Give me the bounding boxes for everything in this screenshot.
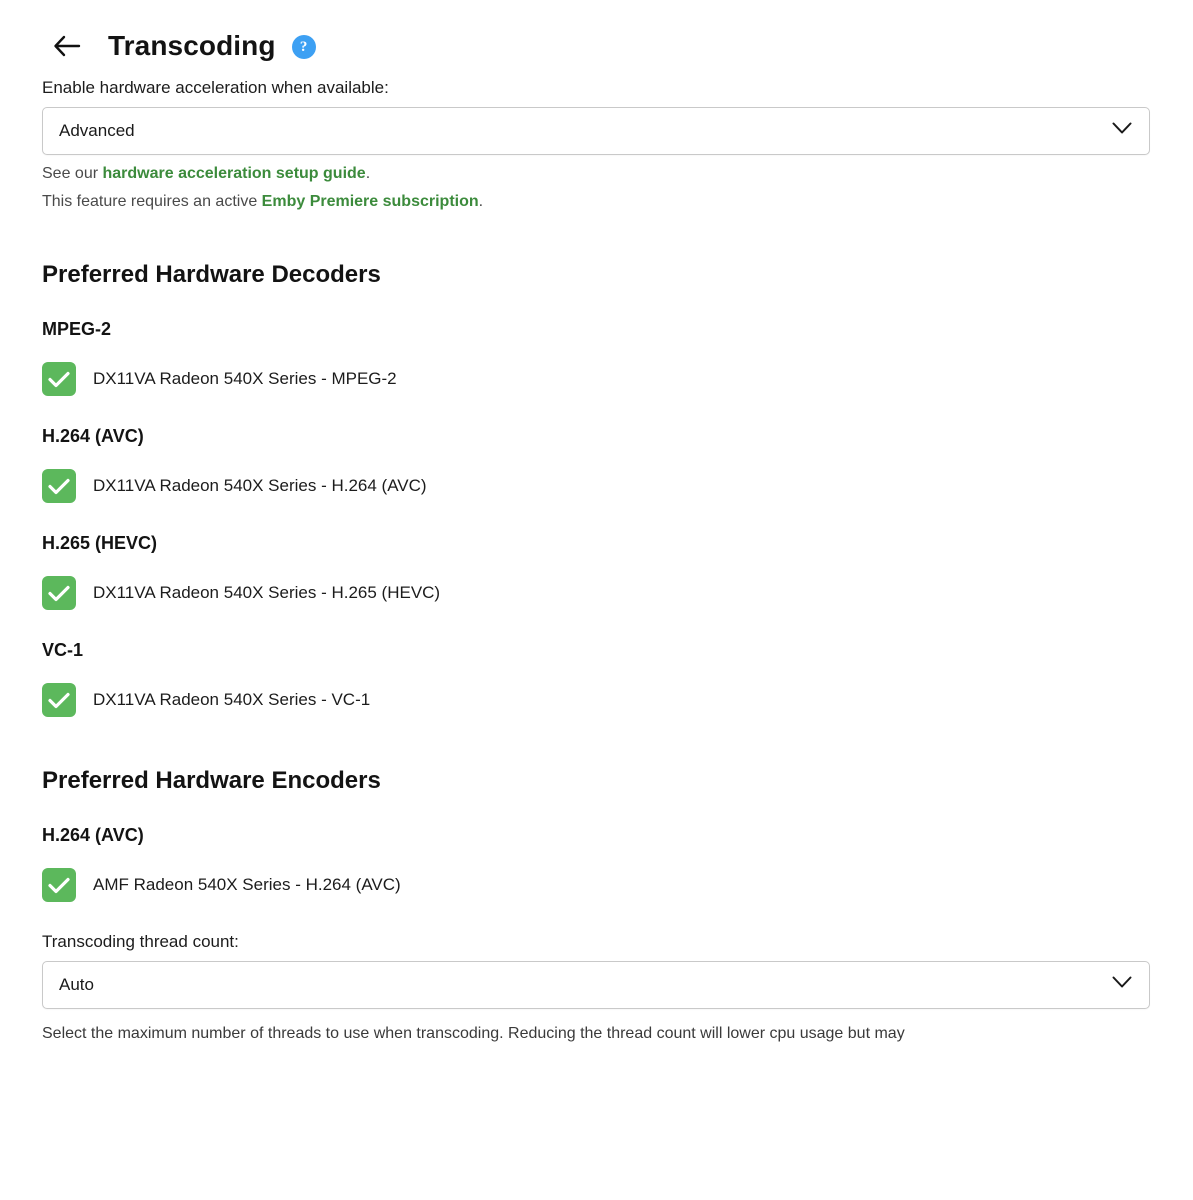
page-header <box>42 0 1151 78</box>
decoder-group-vc1 <box>42 640 1151 717</box>
decoder-checkbox-row[interactable] <box>42 469 1151 503</box>
decoder-checkbox-row[interactable] <box>42 683 1151 717</box>
checkbox-checked-icon[interactable] <box>42 362 76 396</box>
setup-guide-hint <box>42 165 1151 183</box>
encoder-group-h264 <box>42 825 1151 902</box>
decoder-group-h265 <box>42 533 1151 610</box>
checkbox-checked-icon[interactable] <box>42 683 76 717</box>
setup-guide-hint-suffix: . <box>365 165 371 182</box>
thread-count-select-value[interactable]: Auto <box>42 961 1150 1009</box>
spacer <box>42 902 1151 932</box>
decoder-group-h264 <box>42 426 1151 503</box>
decoder-checkbox-row[interactable] <box>42 362 1151 396</box>
page-title: Transcoding <box>108 30 276 61</box>
codec-title: H.265 (HEVC) <box>42 533 158 553</box>
decoder-label: DX11VA Radeon 540X Series - VC-1 <box>93 690 371 709</box>
thread-count-field <box>42 932 1151 1045</box>
hardware-acceleration-field <box>42 78 1151 211</box>
setup-guide-hint-prefix: See our <box>42 165 103 182</box>
codec-title: H.264 (AVC) <box>42 426 144 446</box>
thread-count-label: Transcoding thread count: <box>42 932 239 951</box>
hardware-acceleration-select-value[interactable]: Advanced <box>42 107 1150 155</box>
codec-title: VC-1 <box>42 640 84 660</box>
hardware-acceleration-label: Enable hardware acceleration when available: <box>42 78 389 97</box>
premiere-hint <box>42 193 1151 211</box>
encoder-label: AMF Radeon 540X Series - H.264 (AVC) <box>93 875 401 894</box>
premiere-hint-prefix: This feature requires an active <box>42 193 262 210</box>
codec-title: MPEG-2 <box>42 319 112 339</box>
thread-count-description: Select the maximum number of threads to use when transcoding. Reducing the thread count will lower cpu usage but may <box>42 1025 905 1042</box>
premiere-hint-suffix: . <box>478 193 484 210</box>
decoder-label: DX11VA Radeon 540X Series - MPEG-2 <box>93 369 397 388</box>
decoder-label: DX11VA Radeon 540X Series - H.265 (HEVC) <box>93 583 441 602</box>
checkbox-checked-icon[interactable] <box>42 576 76 610</box>
thread-count-select[interactable] <box>42 961 1150 1009</box>
decoders-section-title: Preferred Hardware Decoders <box>42 261 381 288</box>
checkbox-checked-icon[interactable] <box>42 868 76 902</box>
checkbox-checked-icon[interactable] <box>42 469 76 503</box>
codec-title: H.264 (AVC) <box>42 825 144 845</box>
encoder-checkbox-row[interactable] <box>42 868 1151 902</box>
encoders-section-title: Preferred Hardware Encoders <box>42 767 381 794</box>
help-icon[interactable]: ? <box>292 35 316 59</box>
decoder-checkbox-row[interactable] <box>42 576 1151 610</box>
hardware-acceleration-setup-guide-link[interactable]: hardware acceleration setup guide <box>102 165 366 182</box>
emby-premiere-subscription-link[interactable]: Emby Premiere subscription <box>261 193 479 210</box>
hardware-acceleration-select[interactable] <box>42 107 1150 155</box>
arrow-left-icon[interactable] <box>46 25 88 67</box>
decoder-group-mpeg2 <box>42 319 1151 396</box>
decoder-label: DX11VA Radeon 540X Series - H.264 (AVC) <box>93 476 427 495</box>
